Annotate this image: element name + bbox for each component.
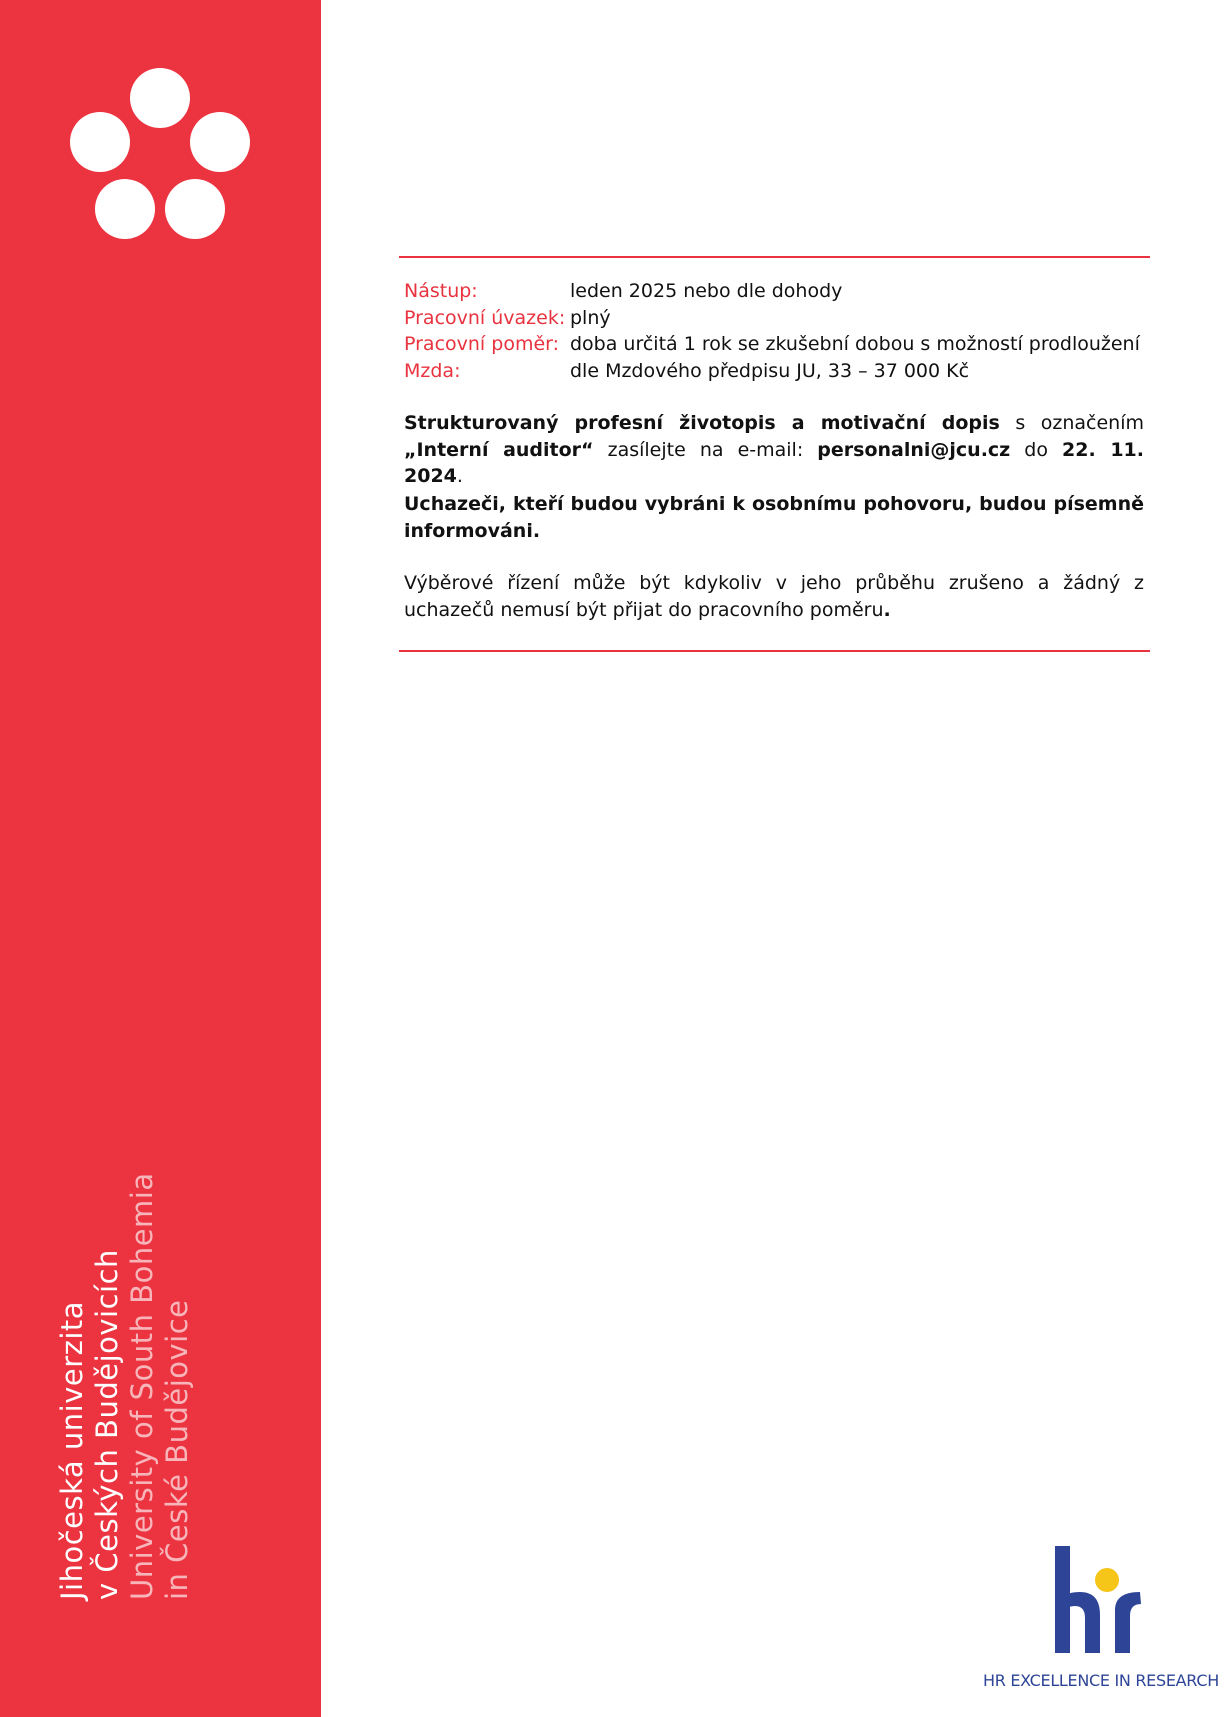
detail-label: Pracovní poměr:	[404, 333, 560, 355]
detail-row-workload	[404, 305, 1144, 332]
disclaimer-text: Výběrové řízení může být kdykoliv v jeho průběhu zrušeno a žádný z uchazečů nemusí být přijat do pracovního poměru	[404, 572, 1144, 621]
top-divider	[399, 256, 1150, 258]
bottom-divider	[399, 650, 1150, 652]
detail-value: leden 2025 nebo dle dohody	[570, 280, 843, 302]
interview-note	[404, 491, 1144, 544]
detail-label: Mzda:	[404, 359, 461, 382]
application-docs: Strukturovaný profesní životopis a motivační dopis	[404, 412, 1000, 434]
email-link[interactable]: personalni@jcu.cz	[817, 438, 1011, 461]
detail-value: doba určitá 1 rok se zkušební dobou s možností prodloužení	[570, 333, 1140, 355]
application-text: s označením	[999, 412, 1144, 434]
university-name-en-line2: in České Budějovice	[160, 1299, 194, 1600]
detail-row-start	[404, 278, 1144, 305]
job-details	[404, 278, 1144, 384]
interview-note-text: Uchazeči, kteří budou vybráni k osobnímu pohovoru, budou písemně informováni.	[404, 493, 1144, 542]
detail-value: plný	[570, 306, 611, 329]
university-name-en-line1: University of South Bohemia	[125, 1172, 159, 1600]
application-text: do	[1010, 438, 1063, 461]
sidebar	[0, 0, 321, 1717]
disclaimer	[404, 570, 1144, 623]
detail-label: Pracovní úvazek:	[404, 306, 566, 329]
application-instructions	[404, 410, 1144, 490]
detail-value: dle Mzdového předpisu JU, 33 – 37 000 Kč	[570, 359, 970, 382]
position-title: „Interní auditor“	[404, 438, 594, 461]
university-name-cz-line1: Jihočeská univerzita	[55, 1300, 89, 1600]
disclaimer-end: .	[883, 598, 891, 621]
application-text: zasílejte na e-mail:	[593, 438, 818, 461]
university-logo-icon	[70, 68, 250, 243]
detail-row-employment	[404, 331, 1144, 358]
university-name-vertical	[55, 1172, 195, 1600]
hr-excellence-caption: HR EXCELLENCE IN RESEARCH	[983, 1671, 1219, 1690]
application-text: .	[456, 465, 463, 487]
detail-label: Nástup:	[404, 280, 478, 302]
deadline-date: 22. 11. 2024	[404, 438, 1144, 487]
detail-row-salary	[404, 358, 1144, 385]
university-name-cz-line2: v Českých Budějovicích	[90, 1249, 124, 1600]
